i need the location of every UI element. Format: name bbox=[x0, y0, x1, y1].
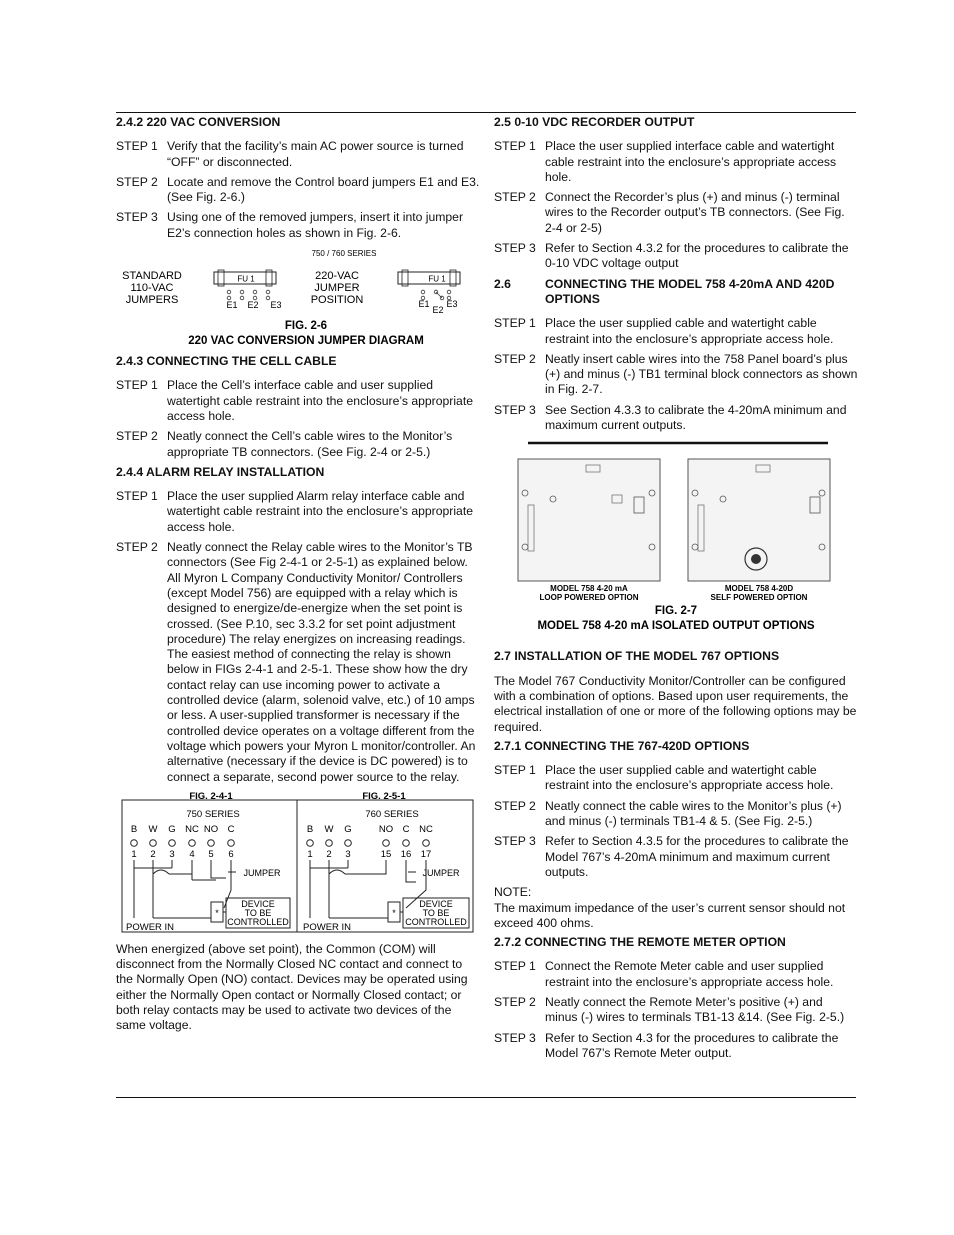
step bbox=[116, 540, 481, 785]
step-text: Neatly insert cable wires into the 758 Panel board’s plus (+) and minus (-) TB1 terminal block connectors as shown in Fig. 2-7. bbox=[545, 351, 858, 397]
label-e1: E1 bbox=[226, 300, 238, 311]
output-options-diagram bbox=[494, 439, 858, 635]
terminal-number: 17 bbox=[420, 848, 432, 860]
step bbox=[116, 175, 481, 206]
step-number: STEP 3 bbox=[494, 1030, 536, 1045]
terminal-number: 15 bbox=[380, 848, 392, 860]
label-e3: E3 bbox=[446, 299, 458, 310]
fig-2-7-caption-title: MODEL 758 4-20 mA ISOLATED OUTPUT OPTIONS bbox=[537, 620, 815, 633]
figure-2-7 bbox=[494, 439, 858, 635]
series-750: 750 SERIES bbox=[186, 808, 240, 820]
figure-2-6 bbox=[116, 246, 481, 350]
terminal-number: 5 bbox=[208, 848, 214, 860]
section-heading-244: 2.4.4 ALARM RELAY INSTALLATION bbox=[116, 464, 325, 479]
terminal-letter: NC bbox=[185, 823, 199, 835]
note-label: NOTE: bbox=[494, 885, 532, 900]
step-text: Place the user supplied Alarm relay interface cable and watertight cable restraint into the enclosure’s appropriate access hole. bbox=[167, 489, 473, 534]
terminal-number: 3 bbox=[345, 848, 351, 860]
device-label-3: CONTROLLED bbox=[405, 916, 467, 927]
step-number: STEP 1 bbox=[494, 139, 536, 154]
label-e2: E2 bbox=[247, 300, 259, 311]
step-number: STEP 2 bbox=[494, 798, 536, 813]
terminal-letter: G bbox=[344, 823, 352, 835]
terminal-letter: NO bbox=[203, 823, 219, 835]
step bbox=[494, 834, 858, 880]
step-text: Place the user supplied interface cable and watertight cable restraint into the enclosure’s appropriate access hole. bbox=[545, 139, 837, 184]
step-text: Connect the Recorder’s plus (+) and minus (-) terminal wires to the Recorder output’s TB connectors. (See Fig. 2-4 or 2-5) bbox=[545, 190, 845, 235]
step-number: STEP 3 bbox=[494, 402, 536, 417]
board-2-model: MODEL 758 4-20D bbox=[724, 584, 794, 594]
step bbox=[116, 139, 481, 170]
section-heading-272: 2.7.2 CONNECTING THE REMOTE METER OPTION bbox=[494, 935, 786, 950]
board-2-option: SELF POWERED OPTION bbox=[710, 593, 808, 603]
step-number: STEP 3 bbox=[494, 834, 536, 849]
step bbox=[116, 429, 481, 460]
fuse-left bbox=[214, 270, 282, 310]
terminal-number: 16 bbox=[400, 848, 412, 860]
fig-2-6-mid-label-1: 220-VAC bbox=[315, 270, 359, 283]
step-text: Connect the Remote Meter cable and user supplied restraint into the enclosure’s appropriate access hole. bbox=[545, 959, 834, 989]
step bbox=[494, 316, 858, 347]
terminal-letter: NO bbox=[378, 823, 394, 835]
terminal-number: 2 bbox=[326, 848, 332, 860]
section-number: 2.6 bbox=[494, 276, 511, 291]
terminal-number: 3 bbox=[169, 848, 175, 860]
terminal-letter: B bbox=[130, 823, 138, 835]
fig-2-6-caption-number: FIG. 2-6 bbox=[284, 320, 328, 333]
section-27-paragraph: The Model 767 Conductivity Monitor/Controller can be configured with a combination of options. Based upon user requirements, the electrical installation of one or more of the following options may be required. bbox=[494, 673, 857, 734]
board-1-option: LOOP POWERED OPTION bbox=[539, 593, 639, 603]
step bbox=[494, 995, 858, 1026]
terminal-number: 6 bbox=[228, 848, 234, 860]
star-mark: * bbox=[215, 907, 219, 918]
section-title: CONNECTING THE MODEL 758 4-20mA AND 420D OPTIONS bbox=[545, 276, 835, 306]
fig-2-6-caption-title: 220 VAC CONVERSION JUMPER DIAGRAM bbox=[188, 335, 424, 348]
fuse-label: FU 1 bbox=[237, 274, 255, 284]
left-column bbox=[116, 115, 481, 1038]
fig-2-6-left-label-2: 110-VAC bbox=[130, 282, 174, 295]
power-in-label: POWER IN bbox=[126, 921, 175, 933]
step bbox=[494, 352, 858, 398]
fig-2-6-left-label-3: JUMPERS bbox=[125, 294, 179, 307]
step bbox=[494, 190, 858, 236]
terminal-letter: C bbox=[227, 823, 235, 835]
section-heading-26 bbox=[494, 277, 858, 308]
step-number: STEP 2 bbox=[494, 994, 536, 1009]
step-number: STEP 2 bbox=[116, 540, 158, 555]
step bbox=[494, 1031, 858, 1062]
jumper-diagram bbox=[116, 246, 481, 350]
bottom-rule bbox=[116, 1097, 856, 1098]
fig-2-6-left-label-1: STANDARD bbox=[122, 270, 182, 283]
section-heading-25: 2.5 0-10 VDC RECORDER OUTPUT bbox=[494, 115, 695, 129]
step-number: STEP 2 bbox=[494, 190, 536, 205]
board-self-powered bbox=[688, 459, 830, 602]
step-number: STEP 2 bbox=[116, 174, 158, 189]
terminal-letter: W bbox=[324, 823, 334, 835]
step bbox=[116, 489, 481, 535]
power-in-label: POWER IN bbox=[303, 921, 352, 933]
fuse-label: FU 1 bbox=[428, 274, 446, 284]
device-label-2: TO BE bbox=[422, 907, 450, 918]
fuse-right bbox=[398, 270, 460, 315]
step bbox=[494, 959, 858, 990]
fig-2-6-mid-label-3: POSITION bbox=[310, 294, 364, 307]
section-heading-242: 2.4.2 220 VAC CONVERSION bbox=[116, 115, 281, 129]
device-label-3: CONTROLLED bbox=[227, 916, 289, 927]
note-text: The maximum impedance of the user’s current sensor should not exceed 400 ohms. bbox=[494, 900, 846, 930]
series-760: 760 SERIES bbox=[365, 808, 419, 820]
step-number: STEP 1 bbox=[116, 139, 158, 154]
fig-2-7-caption-number: FIG. 2-7 bbox=[654, 605, 698, 618]
step-number: STEP 1 bbox=[494, 763, 536, 778]
step-text: Verify that the facility’s main AC power source is turned “OFF” or disconnected. bbox=[167, 139, 464, 169]
terminal-letter: G bbox=[168, 823, 176, 835]
step bbox=[494, 403, 858, 434]
terminal-number: 2 bbox=[150, 848, 156, 860]
terminal-letter: W bbox=[148, 823, 158, 835]
step-number: STEP 1 bbox=[494, 316, 536, 331]
board-loop-powered bbox=[518, 459, 660, 602]
step bbox=[116, 378, 481, 424]
terminal-letter: B bbox=[306, 823, 314, 835]
board-1-model: MODEL 758 4-20 mA bbox=[550, 584, 628, 594]
terminal-letter: C bbox=[402, 823, 410, 835]
fig-2-6-series: 750 / 760 SERIES bbox=[311, 249, 377, 259]
step-number: STEP 3 bbox=[494, 241, 536, 256]
step-number: STEP 1 bbox=[116, 378, 158, 393]
step-text: Place the Cell’s interface cable and user supplied watertight cable restraint into the enclosure’s appropriate access hole. bbox=[167, 378, 473, 423]
step-number: STEP 2 bbox=[116, 429, 158, 444]
closing-paragraph: When energized (above set point), the Common (COM) will disconnect from the Normally Closed NC contact and connect to the Normally Open (NO) contact. Devices may be operated using either the Normally Open contact or Normally Closed contact; or both relay contacts may be used to activate two devices of the same voltage. bbox=[116, 941, 468, 1033]
step bbox=[494, 241, 858, 272]
step-number: STEP 3 bbox=[116, 210, 158, 225]
step bbox=[116, 210, 481, 241]
step-text: Locate and remove the Control board jumpers E1 and E3. (See Fig. 2-6.) bbox=[167, 174, 480, 205]
terminal-number: 1 bbox=[131, 848, 137, 860]
step-text: See Section 4.3.3 to calibrate the 4-20mA minimum and maximum current outputs. bbox=[545, 402, 847, 433]
star-mark: * bbox=[392, 907, 396, 918]
fig-2-5-1-caption: FIG. 2-5-1 bbox=[362, 790, 406, 802]
step-text: Using one of the removed jumpers, insert it into jumper E2’s connection holes as shown in Fig. 2-6. bbox=[167, 210, 464, 240]
step-text: Refer to Section 4.3.5 for the procedures to calibrate the Model 767’s 4-20mA minimum and maximum current outputs. bbox=[545, 834, 849, 879]
device-label-1: DEVICE bbox=[419, 898, 453, 909]
step-number: STEP 2 bbox=[494, 351, 536, 366]
step-text: Neatly connect the cable wires to the Monitor’s plus (+) and minus (-) terminals TB1-4 & 5. (See Fig. 2-5.) bbox=[545, 798, 842, 829]
fig-2-4-1-caption: FIG. 2-4-1 bbox=[189, 790, 233, 802]
step-text: Neatly connect the Remote Meter’s positive (+) and minus (-) wires to terminals TB1-13 &14. (See Fig. 2-5.) bbox=[545, 994, 845, 1025]
jumper-label: JUMPER bbox=[422, 867, 460, 878]
terminal-letter: NC bbox=[419, 823, 433, 835]
step bbox=[494, 799, 858, 830]
top-rule bbox=[116, 112, 856, 113]
relay-wiring-diagram bbox=[116, 790, 481, 936]
section-heading-271: 2.7.1 CONNECTING THE 767-420D OPTIONS bbox=[494, 738, 750, 753]
figure-relay-wiring bbox=[116, 790, 481, 936]
step-text: Refer to Section 4.3 for the procedures to calibrate the Model 767’s Remote Meter output. bbox=[545, 1030, 839, 1060]
step-text: Place the user supplied cable and watertight cable restraint into the enclosure’s appropriate access hole. bbox=[545, 763, 834, 793]
label-e3: E3 bbox=[270, 300, 282, 311]
step-text: Refer to Section 4.3.2 for the procedures to calibrate the 0-10 VDC voltage output bbox=[545, 241, 849, 271]
step bbox=[494, 139, 858, 185]
step-number: STEP 1 bbox=[116, 489, 158, 504]
terminal-number: 1 bbox=[307, 848, 313, 860]
step bbox=[494, 763, 858, 794]
device-label-2: TO BE bbox=[244, 907, 272, 918]
terminal-number: 4 bbox=[189, 848, 195, 860]
step-text: Neatly connect the Cell’s cable wires to the Monitor’s appropriate TB connectors. (See Fig. 2-4 or 2-5.) bbox=[167, 429, 453, 459]
label-e1: E1 bbox=[418, 299, 430, 310]
step-text: Neatly connect the Relay cable wires to the Monitor’s TB connectors (See Fig 2-4-1 or 2-5-1) as explained below. All Myron L Company Conductivity Monitor/ Controllers (except Model 756) are equipped with a relay which is designed to energize/de-energize when the set point is crossed. (See P.10, sec 3.3.2 for set point adjustment procedure) The relay energizes on increasing readings. The easiest method of connecting the relay is shown below in FIGs 2-4-1 and 2-5-1. These show how the dry contact relay can use incoming power to activate a controlled device (alarm, solenoid valve, etc.) of 10 amps or less. A user-supplied transformer is necessary if the controlled device operates on a voltage different from the voltage which powers your Myron L monitor/controller. An alternative (necessary if the device is DC powered) is to connect a separate, second power source to the relay. bbox=[167, 540, 476, 784]
section-heading-27: 2.7 INSTALLATION OF THE MODEL 767 OPTIONS bbox=[494, 649, 780, 664]
label-e2: E2 bbox=[432, 305, 444, 316]
step-number: STEP 1 bbox=[494, 959, 536, 974]
right-column bbox=[494, 115, 858, 1066]
jumper-label: JUMPER bbox=[243, 867, 281, 878]
step-text: Place the user supplied cable and watertight cable restraint into the enclosure’s appropriate access hole. bbox=[545, 316, 834, 346]
section-heading-243: 2.4.3 CONNECTING THE CELL CABLE bbox=[116, 354, 337, 369]
fig-2-6-mid-label-2: JUMPER bbox=[314, 282, 360, 295]
device-label-1: DEVICE bbox=[241, 898, 275, 909]
